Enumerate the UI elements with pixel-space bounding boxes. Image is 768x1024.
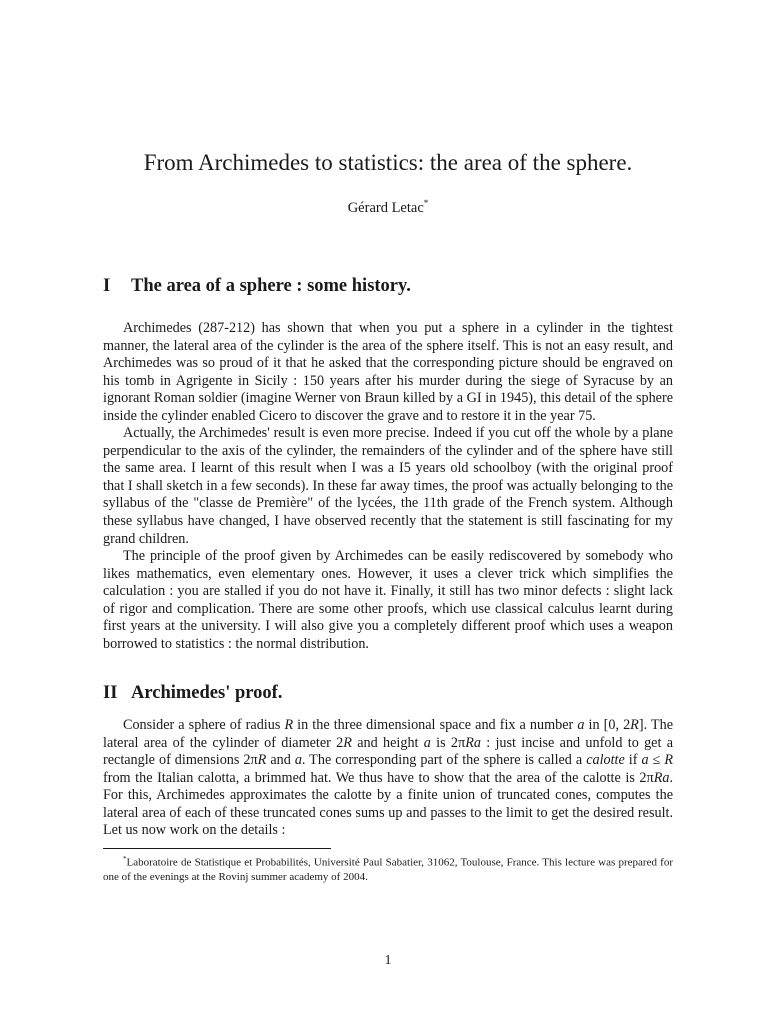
section-2-body — [103, 717, 673, 840]
footnote-text: Laboratoire de Statistique et Probabilités, Université Paul Sabatier, 31062, Toulouse, France. This lecture was prepared for one of the evenings at the Rovinj summer academy of 2004. — [103, 856, 673, 883]
paragraph: Actually, the Archimedes' result is even more precise. Indeed if you cut off the whole by a plane perpendicular to the axis of the cylinder, the remainders of the cylinder and of the sphere have still the same area. I learnt of this result when I was a I5 years old schoolboy (with the original proof that I shall sketch in a few seconds). In these far away times, the proof was actually belonging to the syllabus of the "classe de Première" of the lycées, the 11th grade of the French system. Although these syllabus have changed, I have observed recently that the statement is still fascinating for my grand children. — [103, 425, 673, 547]
math-var: a — [577, 717, 585, 733]
math-var: R — [343, 734, 352, 751]
section-title: The area of a sphere : some history. — [131, 276, 411, 296]
math-var: Ra — [465, 734, 481, 751]
math-var: a — [423, 734, 431, 751]
math-var: a — [641, 752, 649, 769]
math-var: Ra — [653, 769, 670, 786]
footnote — [103, 852, 673, 884]
math-var: R — [630, 717, 639, 733]
author-line — [103, 198, 673, 217]
footnote-divider — [103, 848, 331, 849]
page-number: 1 — [384, 953, 392, 968]
section-number: II — [103, 683, 118, 703]
section-title: Archimedes' proof. — [131, 683, 283, 703]
footnote-mark: * — [123, 855, 127, 863]
author-name: Gérard Letac — [347, 199, 424, 216]
author-footnote-mark: * — [423, 198, 429, 208]
paragraph: The principle of the proof given by Archimedes can be easily rediscovered by somebody who likes mathematics, even elementary ones. However, it uses a clever trick which simplifies the calculation : you are stalled if you do not have it. Finally, it still has two minor defects : slight lack of rigor and complication. There are some other proofs, which use classical calculus learnt during first years at the university. I will also give you a completely different proof which uses a weapon borrowed to statistics : the normal distribution. — [103, 548, 673, 652]
paragraph: Consider a sphere of radius R in the three dimensional space and fix a number a in [0, 2R]. The lateral area of the cylinder of diameter 2R and height a is 2πRa : just incise and unfold to get a rectangle of dimensions 2πR and a. The corresponding part of the sphere is called a calotte if a ≤ R from the Italian calotta, a brimmed hat. We thus have to show that the area of the calotte is 2πRa. For this, Archimedes approximates the calotte by a finite union of truncated cones, computes the lateral area of each of these truncated cones sums up and passes to the limit to get the desired result. Let us now work on the details : — [103, 717, 674, 839]
emphasis: calotte — [586, 752, 625, 769]
section-heading-2 — [103, 683, 282, 704]
section-number: I — [103, 276, 111, 296]
math-var: R — [284, 717, 294, 733]
section-1-body — [103, 320, 673, 653]
math-var: R — [257, 752, 267, 769]
section-heading-1 — [103, 276, 411, 297]
paragraph: Archimedes (287-212) has shown that when you put a sphere in a cylinder in the tightest manner, the lateral area of the cylinder is the area of the sphere itself. This is not an easy result, and Archimedes was so proud of it that he asked that the corresponding picture should be engraved on his tomb in Agrigente in Sicily : 150 years after his murder during the siege of Syracuse by an ignorant Roman soldier (imagine Werner von Braun killed by a GI in 1945), this detail of the sphere inside the cylinder enabled Cicero to discover the grave and to restore it in the year 75. — [103, 320, 673, 424]
paper-title: From Archimedes to statistics: the area of the sphere. — [143, 150, 633, 175]
math-var: a — [294, 752, 302, 769]
math-var: R — [664, 752, 673, 769]
